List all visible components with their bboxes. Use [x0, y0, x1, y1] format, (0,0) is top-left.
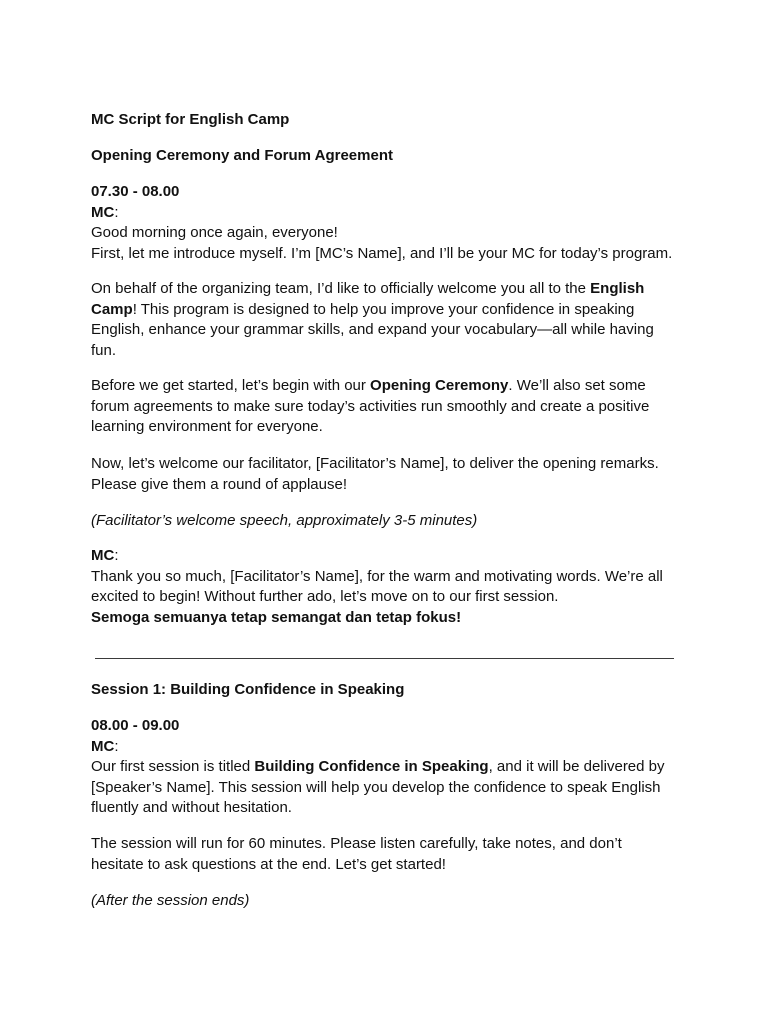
- section-divider: [95, 658, 674, 659]
- facilitator-paragraph: Now, let’s welcome our facilitator, [Facilitator’s Name], to deliver the opening remarks. Please give them a round of applause!: [91, 455, 659, 493]
- time-range: 08.00 - 09.00: [91, 717, 180, 734]
- mc-label: MC:: [91, 547, 119, 564]
- stage-direction: (After the session ends): [91, 892, 250, 909]
- section-heading-session-1: Session 1: Building Confidence in Speaking: [91, 681, 405, 698]
- mc-label: MC:: [91, 203, 119, 221]
- section-heading-opening: Opening Ceremony and Forum Agreement: [91, 147, 393, 164]
- opening-time-block: [91, 182, 691, 264]
- document-title: MC Script for English Camp: [91, 111, 290, 128]
- welcome-paragraph: On behalf of the organizing team, I’d like to officially welcome you all to the English Camp! This program is designed to help you improve your confidence in speaking English, enhance your grammar skills, and expand your vocabulary—all while having fun.: [91, 280, 654, 359]
- session-1-intro-block: 08.00 - 09.00 MC: Our first session is titled Building Confidence in Speaking, and it will be delivered by [Speaker’s Name]. This session will help you develop the confidence to speak English fluently and without hesitation.: [91, 716, 691, 819]
- mc-introduction: First, let me introduce myself. I’m [MC’s Name], and I’ll be your MC for today’s program.: [91, 244, 673, 262]
- mc-label: MC:: [91, 737, 119, 755]
- stage-direction: (Facilitator’s welcome speech, approximately 3-5 minutes): [91, 512, 478, 529]
- time-range: 07.30 - 08.00: [91, 183, 180, 200]
- session-duration-paragraph: The session will run for 60 minutes. Please listen carefully, take notes, and don’t hesitate to ask questions at the end. Let’s get started!: [91, 835, 622, 873]
- opening-ceremony-paragraph: Before we get started, let’s begin with our Opening Ceremony. We’ll also set some forum agreements to make sure today’s activities run smoothly and create a positive learning environment for everyone.: [91, 377, 650, 436]
- thanks-block: MC: Thank you so much, [Facilitator’s Name], for the warm and motivating words. We’re all excited to begin! Without further ado, let’s move on to our first session. Semoga semuanya tetap semangat dan tetap fokus!: [91, 546, 691, 628]
- mc-greeting: Good morning once again, everyone!: [91, 224, 338, 242]
